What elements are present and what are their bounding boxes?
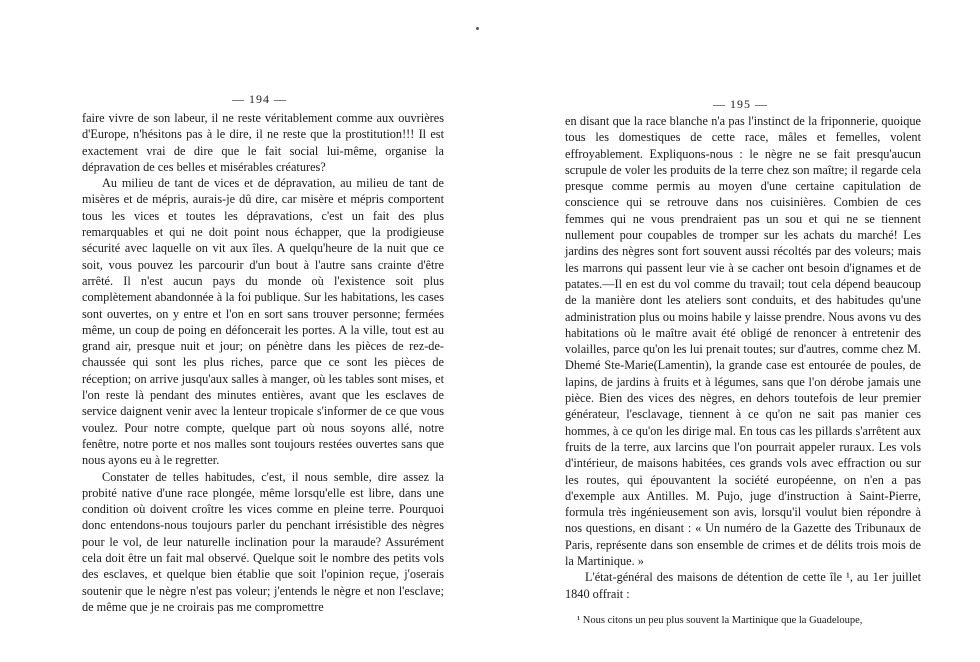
page-number-right: — 195 — — [713, 97, 768, 111]
paragraph: faire vivre de son labeur, il ne reste véritablement comme aux ouvrières d'Europe, n'hésitons pas à le dire, il ne reste que la prostitution!!! Il est exactement vrai de dire que le fait social lui-même, organise la dépravation de ces belles et misérables créatures? — [82, 111, 444, 174]
footnote: ¹ Nous citons un peu plus souvent la Martinique que la Guadeloupe, — [577, 615, 863, 626]
scan-speck — [476, 27, 479, 30]
paragraph: Constater de telles habitudes, c'est, il nous semble, dire assez la probité native d'une race plongée, même lorsqu'elle est libre, dans une condition où doivent croître les vices comme en pleine terre. Pourquoi donc entendons-nous toujours parler du penchant irrésistible des nègres pour le vol, de leur naturelle inclination pour la maraude? Assurément cela doit être un fait mal observé. Quelque soit le nombre des petits vols des esclaves, et quelque bien établie que soit l'opinion reçue, j'oserais soutenir que le nègre n'est pas voleur; j'entends le nègre et non l'esclave; de même que je ne croirais pas me compromettre — [82, 469, 444, 614]
paragraph: L'état-général des maisons de détention de cette île ¹, au 1er juillet 1840 offrait : — [565, 570, 921, 601]
right-page — [565, 0, 921, 662]
left-page — [82, 0, 444, 662]
right-page-text — [565, 113, 921, 602]
paragraph: Au milieu de tant de vices et de dépravation, au milieu de tant de misères et de mépris, aurais-je dû dire, car misère et mépris comportent tous les vices et toutes les dépravations, c'est un fait des plus remarquables et qui ne doit point nous échapper, que la prodigieuse sécurité avec laquelle on vit aux îles. A quelqu'heure de la nuit que ce soit, vous pouvez les parcourir d'un bout à l'autre sans crainte d'être arrêté. Il n'est aucun pays du monde où l'existence soit plus complètement abandonnée à la foi publique. Sur les habitations, les cases sont ouvertes, on y entre et l'on en sort sans trouver personne; fermées même, un coup de poing en défoncerait les portes. A la ville, tout est au grand air, presque nuit et jour; on pénètre dans les pièces de rez-de-chaussée qui sont les plus riches, parce que ce sont les pièces de réception; on arrive jusqu'aux salles à manger, où les tables sont mises, et l'on reste là pendant des minutes entières, avant que les esclaves de service daignent venir avec la lenteur tropicale s'informer de ce que vous voulez. Pour notre compte, quelque part où nous soyons allé, notre fenêtre, notre porte et nos malles sont toujours restées ouvertes sans que nous ayons eu à le regretter. — [82, 176, 444, 468]
left-page-text — [82, 110, 444, 615]
paragraph: en disant que la race blanche n'a pas l'instinct de la friponnerie, quoique tous les domestiques de cette race, mâles et femelles, volent effroyablement. Expliquons-nous : le nègre ne se fait presqu'aucun scrupule de voler les produits de la terre chez son maître; il regarde cela presque comme permis au moyen d'une certaine capitulation de conscience qui se retrouve dans nos cuisinières. Combien de ces femmes qui ne vous prendraient pas un sou et qui ne se tiennent nullement pour coupables de tromper sur les achats du marché! Les jardins des nègres sont fort souvent aussi récoltés par des voleurs; mais les marrons qui passent leur vie à se cacher ont besoin d'ignames et de patates.—Il en est du vol comme du travail; tout cela dépend beaucoup de la manière dont les ateliers sont conduits, et des habitudes qu'une administration plus ou moins habile y laisse prendre. Nous avons vu des habitations où le maître avait été obligé de renoncer à entretenir des volailles, parce qu'on les lui prenait toutes; sur d'autres, comme chez M. Dhemé Ste-Marie(Lamentin), la grande case est entourée de poules, de lapins, de jardins à fruits et à légumes, sans que l'on dérobe jamais une pièce. Bien des vices des nègres, en dehors toutefois de leur premier générateur, l'esclavage, tiennent à ce qu'on ne sait pas manier ces hommes, à ce qu'on les dirige mal. En tous cas les pillards s'arrêtent aux fruits de la terre, aux larcins que l'on pourrait appeler ruraux. Les vols d'intérieur, de maisons habitées, ces grands vols avec effraction ou sur les routes, qui épouvantent la société européenne, on n'en a pas d'exemple aux Antilles. M. Pujo, juge d'instruction à Saint-Pierre, formula très ingénieusement son avis, lorsqu'il voulut bien répondre à nos questions, en disant : « Un numéro de la Gazette des Tribunaux de Paris, représente dans son ensemble de crimes et de délits trois mois de la Martinique. » — [565, 114, 921, 569]
page-number-left: — 194 — — [232, 92, 287, 106]
